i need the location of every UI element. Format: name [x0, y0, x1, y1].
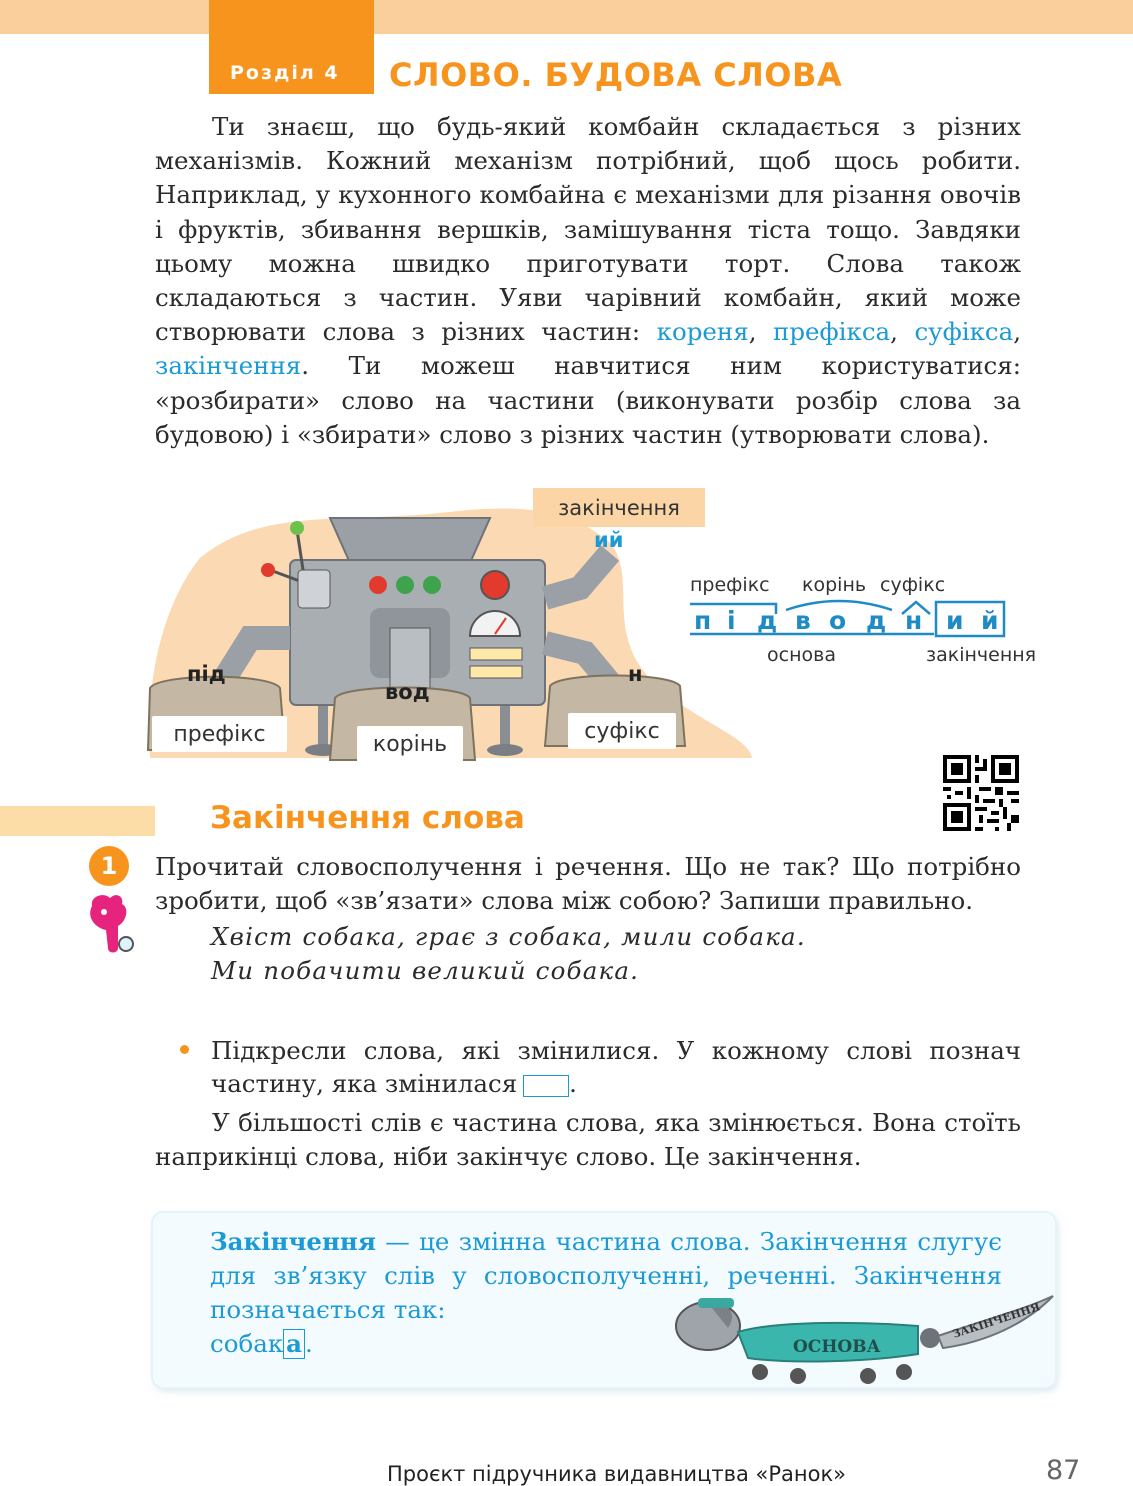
machine-button-big-red	[481, 571, 509, 599]
diagram-letter: і	[727, 606, 736, 635]
exercise-task-text: Прочитай словосполучення і речення. Що не так? Що потрібно зробити, щоб «зв’язати» слова між собою? Запиши правильно.	[155, 852, 1021, 916]
term-root: кореня	[656, 317, 749, 347]
intro-text-after: . Ти можеш навчитися ним користуватися: «розбирати» слово на частини (виконувати розбір слова за будовою) і «збирати» слово з різних частин (утворювати слова).	[155, 351, 1021, 449]
qr-finder-dot	[951, 763, 963, 775]
dog-body-label: ОСНОВА	[793, 1337, 881, 1357]
machine-meter	[470, 666, 522, 678]
term-prefix: префікса	[772, 317, 891, 347]
machine-button-green	[396, 576, 414, 594]
dog-wheel	[790, 1368, 806, 1384]
diagram-suffix-label: суфікс	[880, 574, 946, 596]
diagram-stem-label: основа	[767, 644, 836, 666]
diagram-letter: в	[795, 606, 811, 635]
term-suffix: суфікса	[914, 317, 1014, 347]
root-part-text: вод	[385, 680, 430, 704]
diagram-letter: й	[981, 606, 999, 635]
root-label-box: корінь	[357, 726, 463, 762]
suffix-label-box: суфікс	[568, 713, 676, 749]
bullet-instruction	[211, 1034, 1021, 1100]
diagram-ending-label: закінчення	[926, 644, 1037, 666]
machine-nozzle	[390, 628, 430, 688]
dachshund-illustration	[668, 1292, 1060, 1384]
separator: ,	[748, 317, 773, 347]
separator: ,	[890, 317, 915, 347]
machine-meter	[470, 648, 522, 660]
term-ending: закінчення	[155, 351, 302, 381]
diagram-letter: о	[829, 606, 847, 635]
machine-button-green	[423, 576, 441, 594]
diagram-letter: д	[757, 606, 778, 635]
machine-hopper	[330, 518, 490, 563]
diagram-letter: и	[946, 606, 964, 635]
example-line-1: Хвіст собака, грає з собака, мили собака.	[211, 922, 806, 952]
ending-letters: ий	[594, 528, 624, 552]
bullet-dot	[180, 1045, 189, 1054]
subsection-title: Закінчення слова	[210, 800, 525, 836]
qr-code[interactable]	[943, 755, 1019, 831]
diagram-letter: д	[866, 606, 887, 635]
rule-example-ending: а	[283, 1329, 305, 1359]
diagram-prefix-label: префікс	[690, 574, 770, 596]
magnifier-mascot-icon	[84, 892, 142, 962]
page-number: 87	[1046, 1455, 1081, 1486]
subsection-band	[0, 806, 155, 836]
rule-definition: — це змінна частина слова. Закінчення слугує для зв’язку слів у словосполученні, реченні. Закінчення позначається так:	[210, 1227, 1002, 1324]
exercise-task	[155, 850, 1021, 988]
intro-text-before: Ти знаєш, що будь-який комбайн складається з різних механізмів. Кожний механізм потрібний, щоб щось робити. Наприклад, у кухонного комбайна є механізми для різання овочів і фруктів, збивання вершків, замішування тіста тощо. Завдяки цьому можна швидко приготувати торт. Слова також складаються з частин. Уяви чарівний комбайн, який може створювати слова з різних частин:	[155, 112, 1021, 347]
ending-explanation: У більшості слів є частина слова, яка змінюється. Вона стоїть наприкінці слова, ніби закінчує слово. Це закінчення.	[155, 1108, 1021, 1172]
machine-lever-knob-red	[261, 563, 275, 577]
diagram-root-label: корінь	[802, 574, 867, 596]
rule-example-stem: собак	[210, 1329, 284, 1358]
prefix-label-box: префікс	[152, 716, 287, 752]
bullet-end: .	[569, 1069, 577, 1098]
dog-tail-label: ЗАКІНЧЕННЯ	[950, 1300, 1042, 1341]
mascot-eye	[101, 909, 107, 915]
machine-button-red	[369, 576, 387, 594]
dog-wheel	[896, 1364, 912, 1380]
mascot-lens	[119, 937, 133, 951]
example-line-2: Ми побачити великий собака.	[211, 956, 640, 986]
qr-finder-dot	[951, 811, 963, 823]
prefix-part-text: під	[187, 662, 226, 686]
dog-wheel	[752, 1364, 768, 1380]
exercise-number: 1	[89, 846, 129, 886]
top-band	[0, 0, 1133, 34]
section-label: Розділ 4	[230, 62, 340, 84]
dog-head	[676, 1302, 740, 1350]
machine-lever-knob-green	[290, 521, 304, 535]
footer: Проєкт підручника видавництва «Ранок»	[386, 1462, 847, 1486]
diagram-letter: п	[694, 606, 712, 635]
rule-example-end: .	[305, 1329, 313, 1358]
machine-side-box	[298, 570, 330, 608]
suffix-part-text: н	[628, 662, 643, 686]
dog-cap	[698, 1298, 734, 1308]
diagram-letter: н	[905, 606, 923, 635]
intro-paragraph	[155, 110, 1021, 452]
separator: ,	[1013, 317, 1022, 347]
chapter-title: СЛОВО. БУДОВА СЛОВА	[389, 56, 843, 94]
machine-foot	[487, 744, 523, 756]
bullet-instruction-text: Підкресли слова, які змінилися. У кожному слові познач частину, яка змінилася	[211, 1036, 1021, 1098]
dog-wheel	[860, 1368, 876, 1384]
changed-part-mark	[523, 1075, 569, 1097]
ending-tag: закінчення	[533, 488, 705, 527]
rule-term: Закінчення	[210, 1227, 376, 1256]
qr-finder-dot	[999, 763, 1011, 775]
dog-joint	[920, 1328, 940, 1348]
